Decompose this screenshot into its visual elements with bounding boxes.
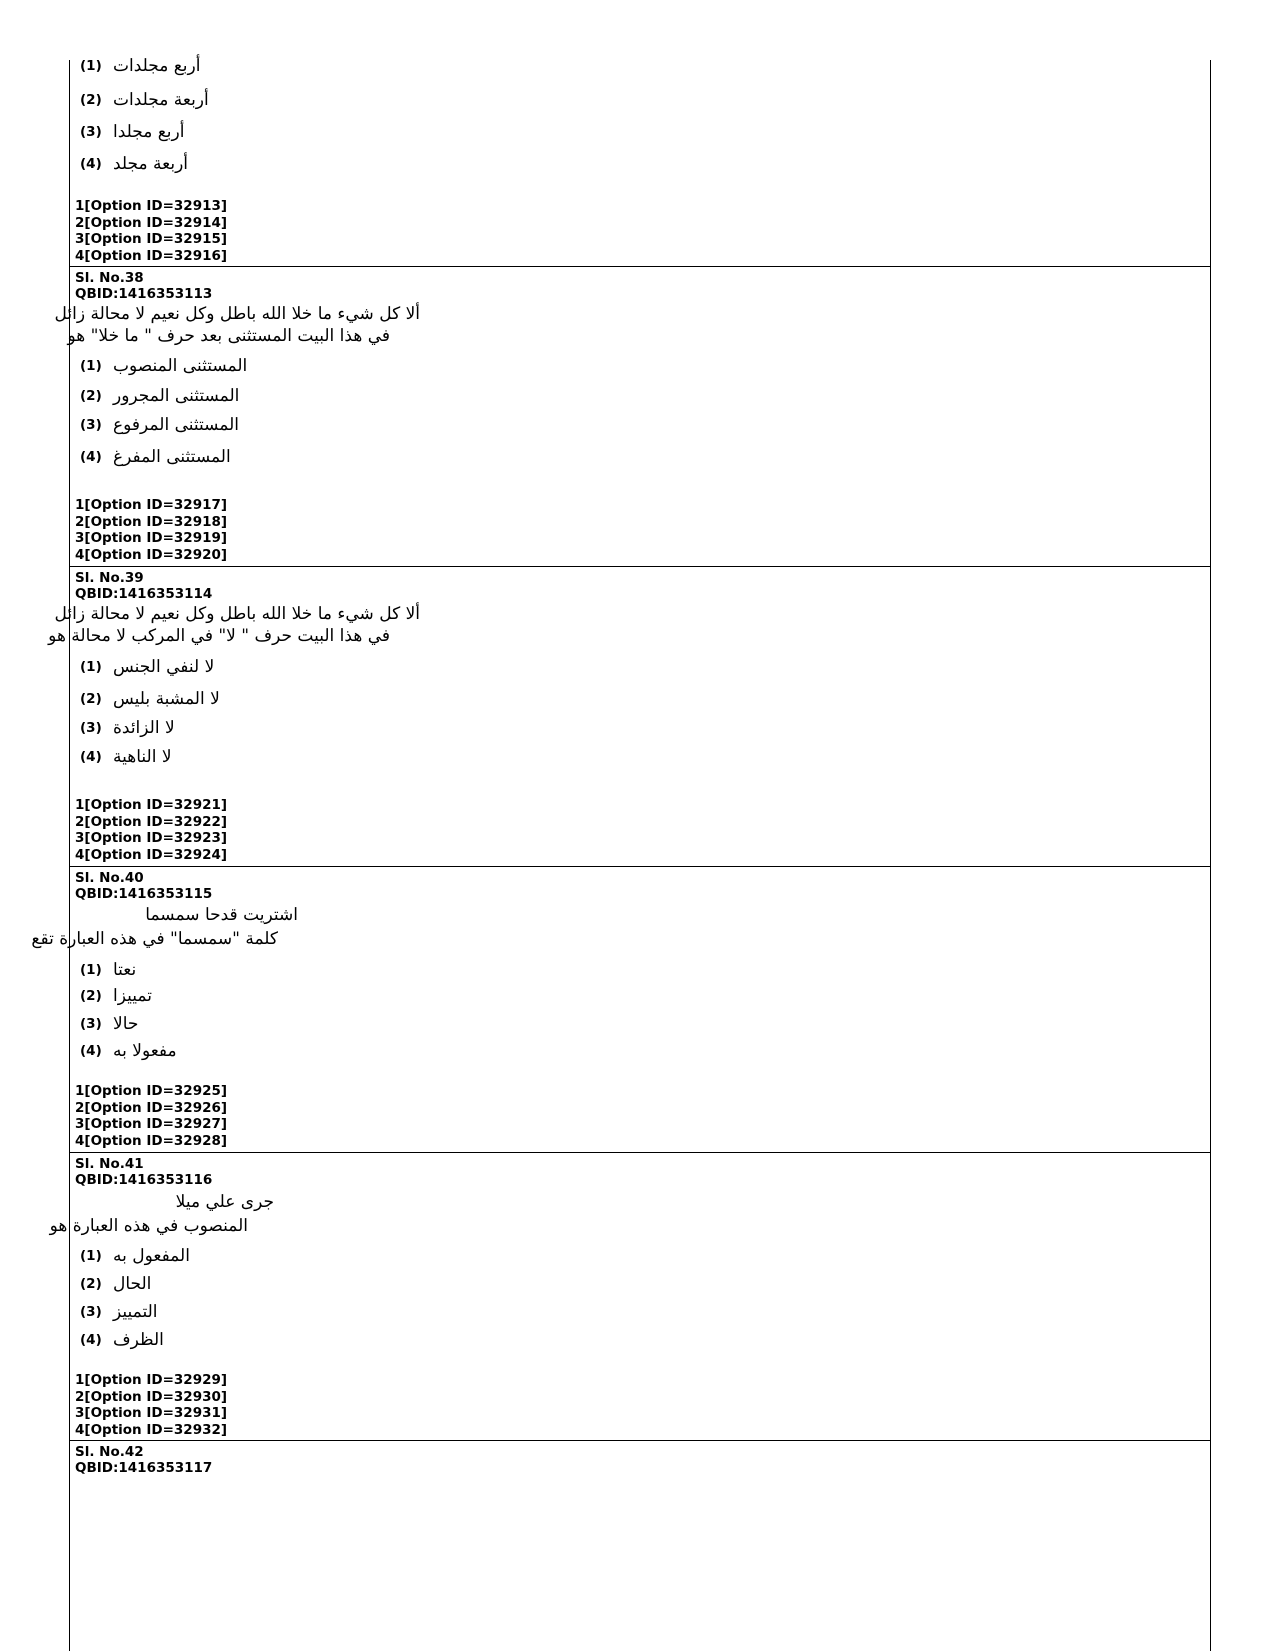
option-4: (4) أربعة مجلد (80, 154, 189, 174)
option-1: (1) لا لنفي الجنس (80, 657, 215, 677)
qbid: QBID:1416353115 (75, 886, 213, 902)
question-block-37-tail (70, 56, 1210, 266)
qbid: QBID:1416353114 (75, 586, 213, 602)
option-2: (2) تمييزا (80, 986, 152, 1006)
option-id: 4[Option ID=32928] (75, 1132, 228, 1149)
option-1: (1) المفعول به (80, 1246, 190, 1266)
question-text: اشتريت قدحا سمسما (145, 905, 298, 925)
question-block-38 (54, 267, 1210, 566)
option-3: (3) أربع مجلدا (80, 122, 185, 142)
qbid: QBID:1416353117 (75, 1460, 213, 1476)
option-id: 4[Option ID=32932] (75, 1421, 228, 1438)
option-id: 1[Option ID=32925] (75, 1083, 228, 1099)
option-3: (3) التمييز (80, 1302, 158, 1322)
option-id: 2[Option ID=32922] (75, 813, 228, 830)
option-id-list (75, 497, 227, 563)
option-id-list (75, 1372, 227, 1438)
option-id: 4[Option ID=32924] (75, 846, 228, 863)
option-4: (4) مفعولا به (80, 1041, 177, 1061)
option-id: 2[Option ID=32930] (75, 1388, 228, 1405)
serial-number: Sl. No.40 (75, 870, 144, 886)
option-id: 2[Option ID=32914] (75, 214, 228, 231)
option-1: (1) نعتا (80, 960, 137, 980)
question-table (31, 56, 1211, 1651)
option-id: 2[Option ID=32918] (75, 513, 228, 530)
option-id: 3[Option ID=32915] (75, 231, 228, 247)
option-id: 1[Option ID=32917] (75, 497, 228, 513)
question-text: المنصوب في هذه العبارة هو (49, 1216, 248, 1236)
option-4: (4) الظرف (80, 1330, 164, 1350)
option-id: 1[Option ID=32913] (75, 198, 228, 214)
serial-number: Sl. No.38 (75, 270, 144, 286)
option-id: 1[Option ID=32929] (75, 1372, 228, 1388)
serial-number: Sl. No.42 (75, 1444, 144, 1460)
option-4: (4) لا الناهية (80, 747, 172, 767)
option-id: 3[Option ID=32927] (75, 1116, 228, 1132)
option-id-list (75, 797, 227, 863)
question-text: في هذا البيت حرف " لا" في المركب لا محالة هو (48, 626, 390, 646)
option-2: (2) أربعة مجلدات (80, 90, 209, 110)
question-text: جرى علي ميلا (175, 1192, 274, 1212)
option-id-list (75, 1083, 227, 1149)
question-text: ألا كل شيء ما خلا الله باطل وكل نعيم لا محالة زائل (54, 604, 420, 624)
option-id: 4[Option ID=32920] (75, 546, 228, 563)
option-id: 4[Option ID=32916] (75, 247, 228, 264)
serial-number: Sl. No.41 (75, 1156, 144, 1172)
option-id: 3[Option ID=32919] (75, 530, 228, 546)
option-2: (2) الحال (80, 1274, 152, 1294)
question-block-41 (49, 1153, 1210, 1440)
option-1: (1) المستثنى المنصوب (80, 356, 248, 376)
option-3: (3) حالا (80, 1014, 139, 1034)
option-2: (2) المستثنى المجرور (80, 386, 240, 406)
option-id: 3[Option ID=32923] (75, 830, 228, 846)
question-text: كلمة "سمسما" في هذه العبارة تقع (31, 929, 278, 949)
question-text: في هذا البيت المستثنى بعد حرف " ما خلا" هو (67, 326, 390, 346)
serial-number: Sl. No.39 (75, 570, 144, 586)
option-3: (3) المستثنى المرفوع (80, 415, 240, 435)
qbid: QBID:1416353113 (75, 286, 213, 302)
question-block-40 (31, 867, 1210, 1152)
question-block-39 (48, 567, 1210, 866)
option-id: 2[Option ID=32926] (75, 1099, 228, 1116)
option-2: (2) لا المشبة بليس (80, 689, 220, 709)
question-block-42 (70, 1441, 1210, 1501)
option-1: (1) أربع مجلدات (80, 56, 201, 76)
qbid: QBID:1416353116 (75, 1172, 213, 1188)
option-4: (4) المستثنى المفرغ (80, 447, 231, 467)
option-id-list (75, 198, 227, 264)
question-text: ألا كل شيء ما خلا الله باطل وكل نعيم لا محالة زائل (54, 304, 420, 324)
option-3: (3) لا الزائدة (80, 718, 175, 738)
option-id: 3[Option ID=32931] (75, 1405, 228, 1421)
option-id: 1[Option ID=32921] (75, 797, 228, 813)
